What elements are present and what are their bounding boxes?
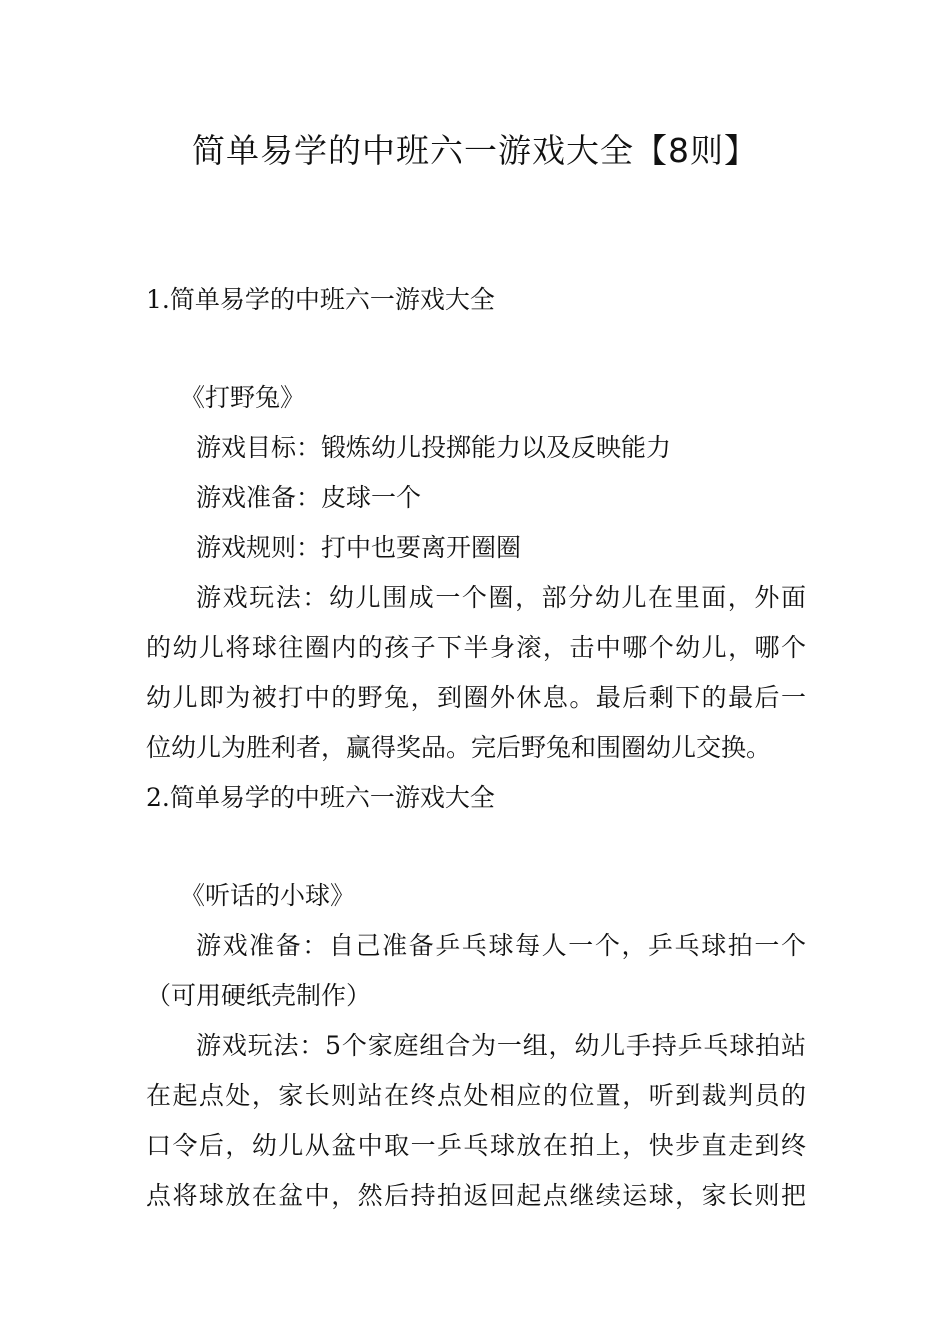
game-play-line-1: 游戏玩法：幼儿围成一个圈，部分幼儿在里面，外面 [196,583,806,612]
section-heading-2: 2.简单易学的中班六一游戏大全 [146,783,495,812]
game-play-line-4: 位幼儿为胜利者，赢得奖品。完后野兔和围圈幼儿交换。 [146,733,772,762]
game-rule: 游戏规则：打中也要离开圈圈 [196,533,522,562]
section-heading-1: 1.简单易学的中班六一游戏大全 [146,285,495,314]
game-play-line-2: 的幼儿将球往圈内的孩子下半身滚，击中哪个幼儿，哪个 [146,633,806,662]
game-preparation-line-1: 游戏准备：自己准备乒乓球每人一个，乒乓球拍一个 [196,931,806,960]
game-play-2-line-3: 口令后，幼儿从盆中取一乒乓球放在拍上，快步直走到终 [146,1131,806,1160]
game-play-line-3: 幼儿即为被打中的野兔，到圈外休息。最后剩下的最后一 [146,683,806,712]
game-preparation: 游戏准备：皮球一个 [196,483,422,512]
game-name-2: 《听话的小球》 [180,881,356,910]
game-name-1: 《打野兔》 [180,383,306,412]
game-goal: 游戏目标：锻炼幼儿投掷能力以及反映能力 [196,433,672,462]
game-preparation-line-2: （可用硬纸壳制作） [146,981,372,1010]
game-play-2-line-2: 在起点处，家长则站在终点处相应的位置，听到裁判员的 [146,1081,806,1110]
game-play-2-line-4: 点将球放在盆中，然后持拍返回起点继续运球，家长则把 [146,1181,806,1210]
document-title: 简单易学的中班六一游戏大全【8则】 [192,131,758,170]
game-play-2-line-1: 游戏玩法：5个家庭组合为一组，幼儿手持乒乓球拍站 [196,1031,806,1060]
